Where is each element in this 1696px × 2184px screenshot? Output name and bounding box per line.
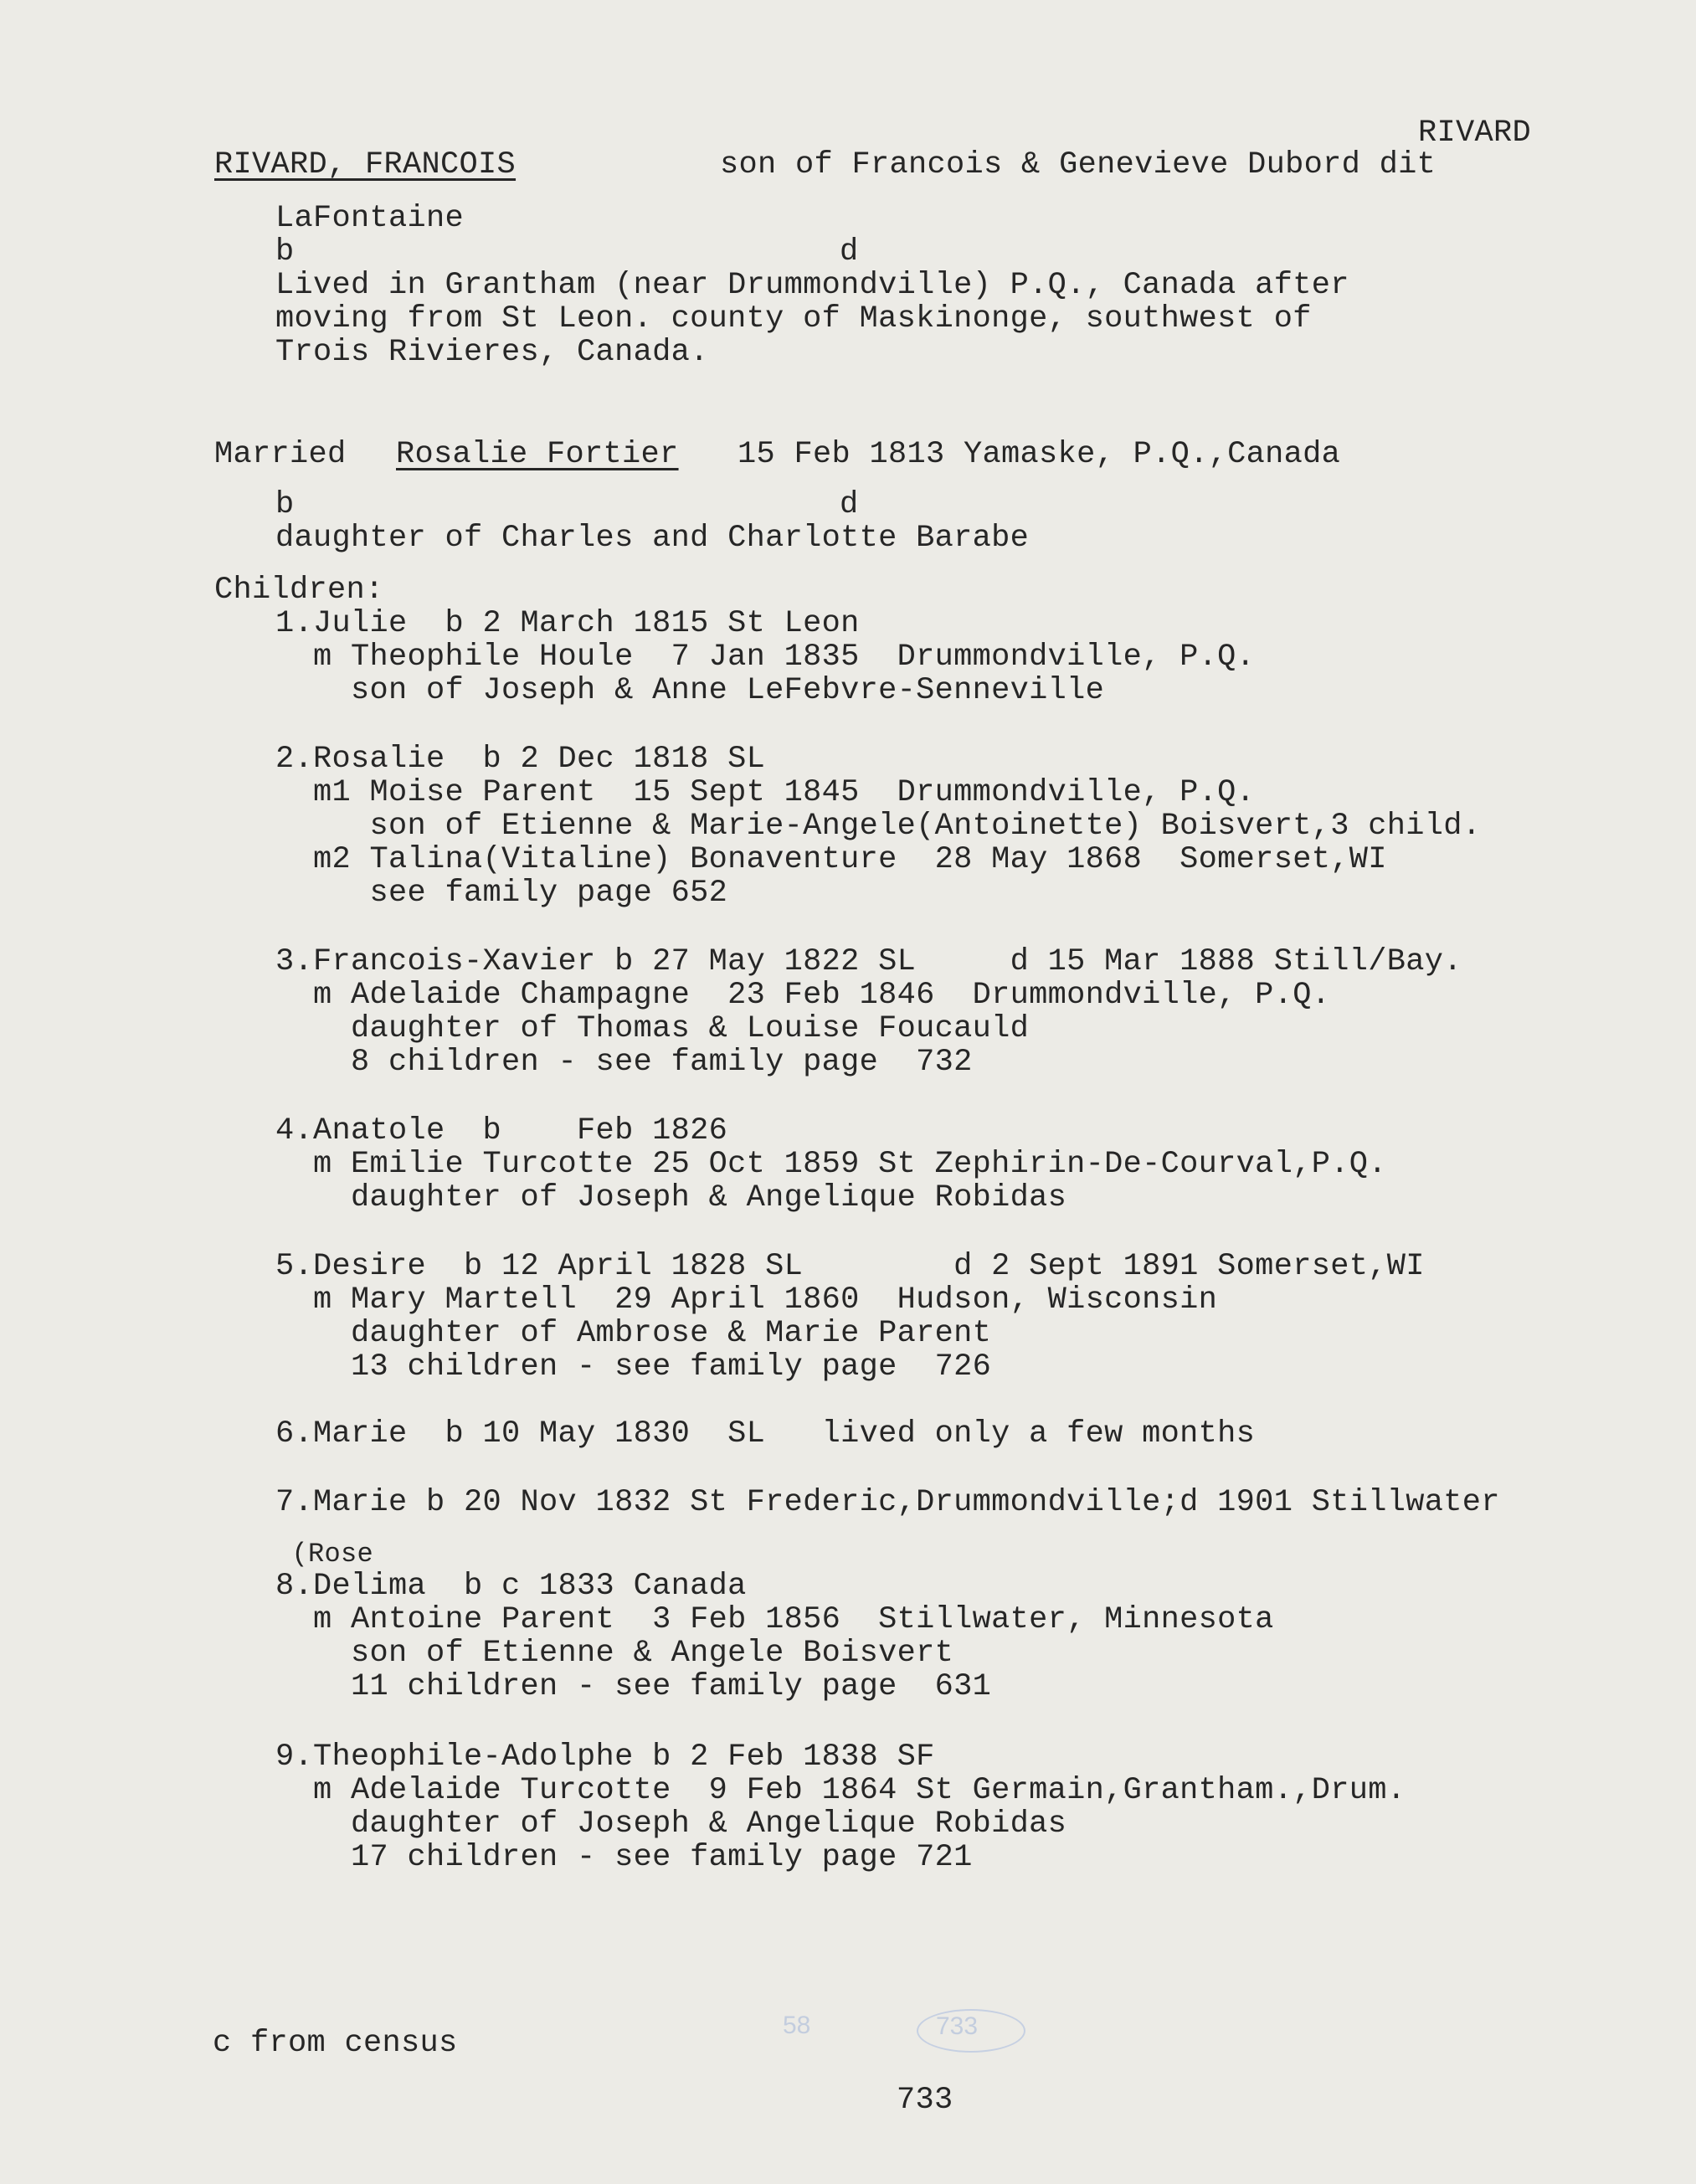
child-line: daughter of Thomas & Louise Foucauld (275, 1011, 1030, 1046)
child-line: m Emilie Turcotte 25 Oct 1859 St Zephirin-De-Courval,P.Q. (275, 1147, 1387, 1182)
spouse-name: Rosalie Fortier (396, 437, 679, 472)
child-line: 3.Francois-Xavier b 27 May 1822 SL d 15 Mar 1888 Still/Bay. (275, 944, 1462, 979)
child-line: 8.Delima b c 1833 Canada (275, 1569, 747, 1604)
person-parents: son of Francois & Genevieve Dubord dit (720, 147, 1436, 182)
child-line: son of Joseph & Anne LeFebvre-Senneville (275, 673, 1105, 708)
spouse-parents: daughter of Charles and Charlotte Barabe (275, 521, 1030, 556)
child-line: see family page 652 (275, 876, 728, 911)
children-label: Children: (214, 573, 384, 608)
child-line: m2 Talina(Vitaline) Bonaventure 28 May 1868 Somerset,WI (275, 842, 1387, 877)
child-line: m Mary Martell 29 April 1860 Hudson, Wisconsin (275, 1282, 1218, 1318)
child-line: son of Etienne & Angele Boisvert (275, 1636, 954, 1671)
child-line: m1 Moise Parent 15 Sept 1845 Drummondville, P.Q. (275, 775, 1256, 810)
child-line: m Adelaide Champagne 23 Feb 1846 Drummondville, P.Q. (275, 978, 1331, 1013)
child-line: 7.Marie b 20 Nov 1832 St Frederic,Drummondville;d 1901 Stillwater (275, 1485, 1500, 1520)
child-line: 5.Desire b 12 April 1828 SL d 2 Sept 1891 Somerset,WI (275, 1249, 1425, 1284)
bio-line: Trois Rivieres, Canada. (275, 335, 709, 370)
child-line: (Rose (275, 1539, 374, 1570)
child-line: 11 children - see family page 631 (275, 1669, 992, 1704)
child-line: 9.Theophile-Adolphe b 2 Feb 1838 SF (275, 1739, 935, 1775)
spouse-death: d (840, 487, 859, 522)
child-line: 2.Rosalie b 2 Dec 1818 SL (275, 742, 766, 777)
child-line: daughter of Joseph & Angelique Robidas (275, 1180, 1067, 1215)
bio-death: d (840, 234, 859, 270)
bio-line: Lived in Grantham (near Drummondville) P.Q., Canada after (275, 268, 1349, 303)
bio-line: LaFontaine (275, 201, 465, 236)
corner-surname: RIVARD (1418, 116, 1532, 151)
child-line: son of Etienne & Marie-Angele(Antoinette) Boisvert,3 child. (275, 809, 1482, 844)
bio-line: moving from St Leon. county of Maskinonge, southwest of (275, 301, 1312, 337)
child-line: 8 children - see family page 732 (275, 1045, 973, 1080)
child-line: m Theophile Houle 7 Jan 1835 Drummondville, P.Q. (275, 640, 1256, 675)
person-name: RIVARD, FRANCOIS (214, 147, 517, 182)
page-number: 733 (897, 2083, 953, 2118)
faint-mark-left: 58 (783, 2012, 811, 2039)
married-label: Married (214, 437, 347, 472)
marriage-details: 15 Feb 1813 Yamaske, P.Q.,Canada (738, 437, 1341, 472)
child-line: m Antoine Parent 3 Feb 1856 Stillwater, Minnesota (275, 1602, 1274, 1637)
child-line: 13 children - see family page 726 (275, 1349, 992, 1385)
child-line: 1.Julie b 2 March 1815 St Leon (275, 606, 860, 641)
child-line: daughter of Joseph & Angelique Robidas (275, 1806, 1067, 1842)
child-line: 17 children - see family page 721 (275, 1840, 973, 1875)
child-line: 6.Marie b 10 May 1830 SL lived only a few months (275, 1416, 1256, 1452)
bio-birth: b (275, 234, 295, 270)
child-line: m Adelaide Turcotte 9 Feb 1864 St Germain,Grantham.,Drum. (275, 1773, 1406, 1808)
child-line: 4.Anatole b Feb 1826 (275, 1113, 728, 1149)
child-line: daughter of Ambrose & Marie Parent (275, 1316, 992, 1351)
footnote: c from census (213, 2026, 458, 2061)
faint-mark-right: 733 (936, 2012, 979, 2040)
spouse-birth: b (275, 487, 295, 522)
